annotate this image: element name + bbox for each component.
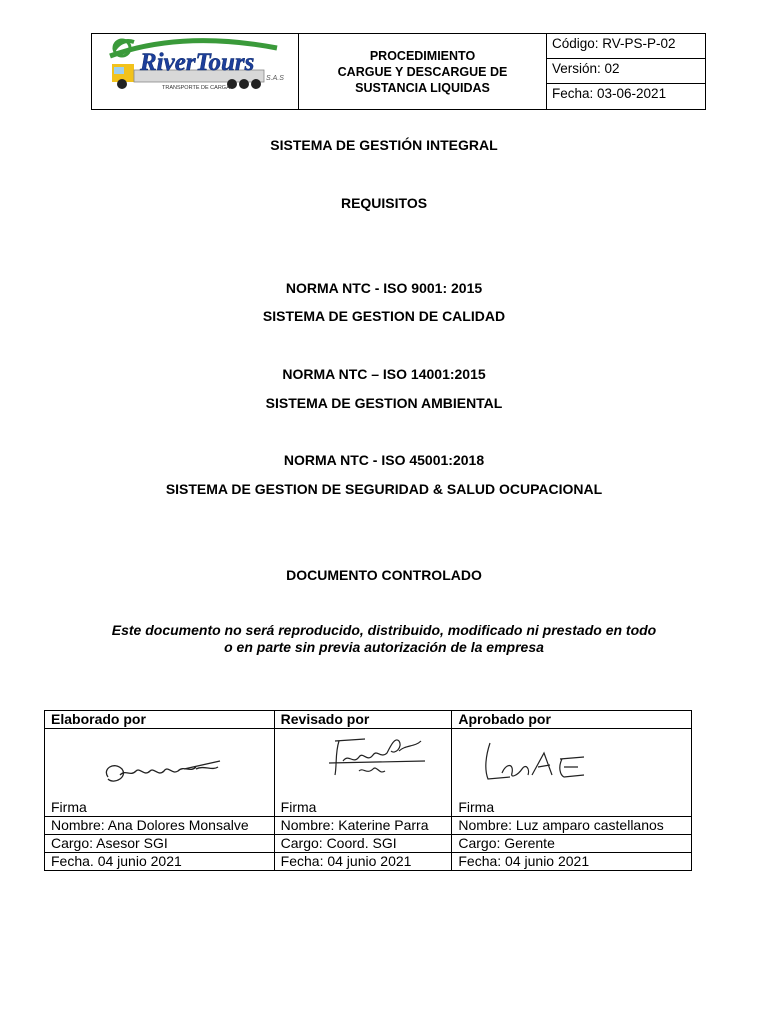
elaborated-by-header: Elaborado por	[45, 711, 275, 729]
firma-label-3: Firma	[458, 799, 495, 815]
document-version: Versión: 02	[547, 59, 705, 84]
requisitos-heading: REQUISITOS	[340, 195, 428, 211]
procedure-title	[299, 34, 547, 109]
norm-14001-subtitle: SISTEMA DE GESTION AMBIENTAL	[265, 395, 503, 411]
approved-by-role: Cargo: Gerente	[452, 835, 692, 853]
norm-45001-title: NORMA NTC - ISO 45001:2018	[283, 452, 485, 468]
reviewed-by-name: Nombre: Katerine Parra	[274, 817, 452, 835]
elaborated-by-date: Fecha. 04 junio 2021	[45, 853, 275, 871]
handwritten-signature-3	[480, 735, 610, 785]
controlled-document-label: DOCUMENTO CONTROLADO	[286, 567, 482, 583]
document-code: Código: RV-PS-P-02	[547, 34, 705, 59]
approval-table	[44, 710, 692, 871]
firma-label-2: Firma	[280, 799, 317, 815]
title-line-2: CARGUE Y DESCARGUE DE	[337, 64, 508, 79]
handwritten-signature-1	[100, 751, 230, 791]
title-line-1: PROCEDIMIENTO	[369, 48, 476, 63]
signature-cell-approved	[452, 729, 692, 817]
reviewed-by-role: Cargo: Coord. SGI	[274, 835, 452, 853]
approved-by-header: Aprobado por	[452, 711, 692, 729]
norm-9001-subtitle: SISTEMA DE GESTION DE CALIDAD	[262, 308, 506, 324]
norm-9001-title: NORMA NTC - ISO 9001: 2015	[285, 280, 483, 296]
reviewed-by-date: Fecha: 04 junio 2021	[274, 853, 452, 871]
rivertours-logo-icon	[92, 34, 297, 109]
reviewed-by-header: Revisado por	[274, 711, 452, 729]
title-line-3: SUSTANCIA LIQUIDAS	[355, 80, 490, 95]
notice-line-1: Este documento no será reproducido, distribuido, modificado ni prestado en todo	[111, 622, 657, 638]
firma-label-1: Firma	[51, 799, 87, 815]
norm-45001-subtitle: SISTEMA DE GESTION DE SEGURIDAD & SALUD OCUPACIONAL	[165, 481, 603, 497]
logo-subtext: TRANSPORTE DE CARGA	[162, 85, 230, 91]
notice-line-2: o en parte sin previa autorización de la empresa	[224, 639, 544, 655]
document-date: Fecha: 03-06-2021	[552, 86, 667, 101]
date-row	[45, 853, 692, 871]
approved-by-date: Fecha: 04 junio 2021	[452, 853, 692, 871]
signature-cell-reviewed	[274, 729, 452, 817]
elaborated-by-role: Cargo: Asesor SGI	[45, 835, 275, 853]
document-header	[91, 33, 706, 110]
role-row	[45, 835, 692, 853]
system-title: SISTEMA DE GESTIÓN INTEGRAL	[270, 137, 498, 153]
approval-header-row	[45, 711, 692, 729]
signature-row	[45, 729, 692, 817]
signature-cell-elaborated	[45, 729, 275, 817]
company-logo	[92, 34, 299, 109]
elaborated-by-name: Nombre: Ana Dolores Monsalve	[45, 817, 275, 835]
handwritten-signature-2	[325, 731, 435, 789]
name-row	[45, 817, 692, 835]
logo-brand-text: RiverTours	[140, 49, 255, 76]
approved-by-name: Nombre: Luz amparo castellanos	[452, 817, 692, 835]
logo-suffix-text: S.A.S	[266, 75, 284, 82]
norm-14001-title: NORMA NTC – ISO 14001:2015	[282, 366, 486, 382]
